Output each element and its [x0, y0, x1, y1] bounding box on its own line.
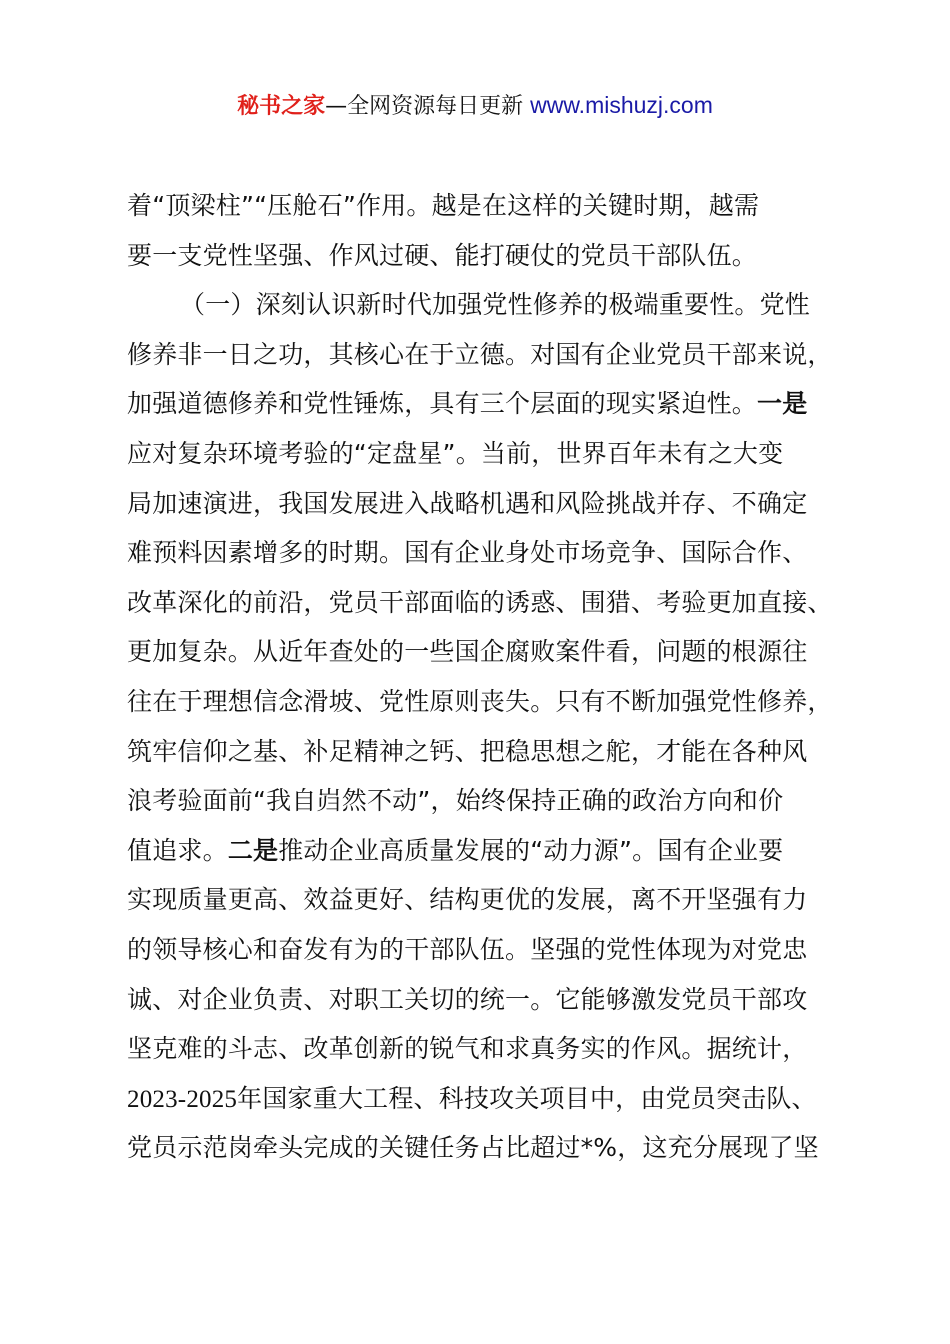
- point-marker-one: 一是: [757, 389, 808, 419]
- text-line: 修养非一日之功，其核心在于立德。对国有企业党员干部来说，: [127, 339, 833, 369]
- section-heading-line: （一）深刻认识新时代加强党性修养的极端重要性。党性: [180, 290, 811, 320]
- text-line: 坚克难的斗志、改革创新的锐气和求真务实的作风。据统计，: [127, 1034, 808, 1064]
- text-line: 浪考验面前“我自岿然不动”，始终保持正确的政治方向和价: [127, 786, 784, 816]
- text-line: [127, 826, 827, 876]
- text-span: 推动企业高质量发展的“动力源”。国有企业要: [278, 835, 784, 865]
- text-line: 更加复杂。从近年查处的一些国企腐败案件看，问题的根源往: [127, 637, 808, 667]
- brand-name: 秘书之家: [237, 94, 326, 119]
- text-line: 难预料因素增多的时期。国有企业身处市场竞争、国际合作、: [127, 538, 808, 568]
- text-span: 年国家重大工程、科技攻关项目中，由党员突击队、: [237, 1083, 817, 1113]
- header-tagline: —全网资源每日更新: [325, 94, 531, 119]
- text-line: 局加速演进，我国发展进入战略机遇和风险挑战并存、不确定: [127, 488, 808, 518]
- text-line: 要一支党性坚强、作风过硬、能打硬仗的党员干部队伍。: [127, 240, 758, 270]
- document-body: [127, 181, 833, 1173]
- text-span: 值追求。: [127, 835, 228, 865]
- site-url-link[interactable]: www.mishuzj.com: [530, 92, 713, 118]
- text-line: 诚、对企业负责、对职工关切的统一。它能够激发党员干部攻: [127, 984, 808, 1014]
- text-line: [127, 1074, 827, 1124]
- year-range: 2023-2025: [127, 1085, 238, 1113]
- point-marker-two: 二是: [227, 835, 279, 865]
- text-line: 党员示范岗牵头完成的关键任务占比超过*%，这充分展现了坚: [127, 1133, 819, 1163]
- text-line: [127, 379, 827, 429]
- text-line: 筑牢信仰之基、补足精神之钙、把稳思想之舵，才能在各种风: [127, 736, 808, 766]
- text-line: 应对复杂环境考验的“定盘星”。当前，世界百年未有之大变: [127, 438, 784, 468]
- text-line: 往在于理想信念滑坡、党性原则丧失。只有不断加强党性修养，: [127, 686, 833, 716]
- text-line: 改革深化的前沿，党员干部面临的诱惑、围猎、考验更加直接、: [127, 587, 833, 617]
- text-line: 的领导核心和奋发有为的干部队伍。坚强的党性体现为对党忠: [127, 934, 808, 964]
- page-header: [0, 88, 950, 124]
- text-line: 着“顶梁柱”“压舱石”作用。越是在这样的关键时期，越需: [127, 191, 760, 220]
- text-span: 加强道德修养和党性锤炼，具有三个层面的现实紧迫性。: [127, 389, 758, 419]
- text-line: 实现质量更高、效益更好、结构更优的发展，离不开坚强有力: [127, 885, 808, 915]
